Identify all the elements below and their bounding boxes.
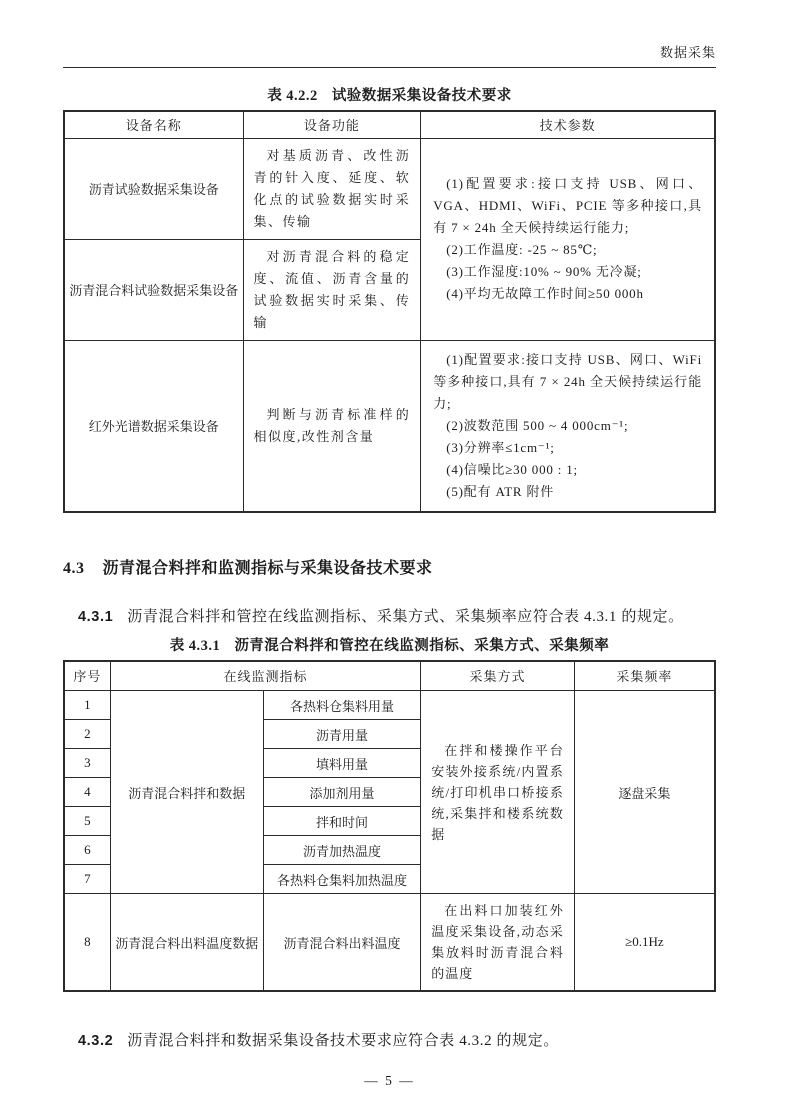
device-name-cell: 沥青试验数据采集设备 bbox=[64, 138, 243, 239]
indicator-cell: 沥青用量 bbox=[263, 720, 421, 749]
col-header-tech-params: 技术参数 bbox=[421, 111, 715, 138]
frequency-cell: ≥0.1Hz bbox=[574, 894, 715, 992]
frequency-cell: 逐盘采集 bbox=[574, 691, 715, 894]
tech-params-cell-infrared bbox=[421, 340, 715, 512]
device-function-cell: 判断与沥青标准样的相似度,改性剂含量 bbox=[243, 340, 421, 512]
indicator-cell: 各热料仓集料用量 bbox=[263, 691, 421, 720]
paragraph-4-3-2 bbox=[63, 1028, 716, 1055]
table-row bbox=[64, 894, 715, 992]
row-number-cell: 4 bbox=[64, 778, 110, 807]
row-number-cell: 6 bbox=[64, 836, 110, 865]
paragraph-text: 沥青混合料拌和数据采集设备技术要求应符合表 4.3.2 的规定。 bbox=[127, 1033, 559, 1049]
table-4-2-2 bbox=[63, 110, 716, 513]
method-cell: 在拌和楼操作平台安装外接系统/内置系统/打印机串口桥接系统,采集拌和楼系统数据 bbox=[421, 691, 575, 894]
device-name-cell: 红外光谱数据采集设备 bbox=[64, 340, 243, 512]
table-4-3-1-caption bbox=[63, 634, 716, 655]
category-cell: 沥青混合料拌和数据 bbox=[110, 691, 263, 894]
device-function-cell: 对沥青混合料的稳定度、流值、沥青含量的试验数据实时采集、传输 bbox=[243, 239, 421, 340]
param-item: (5)配有 ATR 附件 bbox=[446, 483, 555, 499]
paragraph-text: 沥青混合料拌和管控在线监测指标、采集方式、采集频率应符合表 4.3.1 的规定。 bbox=[127, 608, 684, 625]
table-4-2-2-caption-number: 表 4.2.2 bbox=[267, 88, 318, 104]
row-number-cell: 8 bbox=[64, 894, 110, 992]
param-item: (2)波数范围 500 ~ 4 000cm⁻¹; bbox=[446, 417, 629, 433]
indicator-cell: 沥青混合料出料温度 bbox=[263, 894, 421, 992]
param-item: (3)工作湿度:10% ~ 90% 无冷凝; bbox=[446, 264, 642, 279]
param-item: (3)分辨率≤1cm⁻¹; bbox=[446, 439, 555, 455]
paragraph-number: 4.3.1 bbox=[78, 608, 114, 625]
table-4-3-1-header-row bbox=[64, 661, 715, 691]
device-name-cell: 沥青混合料试验数据采集设备 bbox=[64, 239, 243, 340]
indicator-cell: 各热料仓集料加热温度 bbox=[263, 865, 421, 894]
param-item: (1)配置要求:接口支持 USB、网口、VGA、HDMI、WiFi、PCIE 等多种接口,具有 7 × 24h 全天候持续运行能力; bbox=[433, 176, 702, 235]
col-header-device-function: 设备功能 bbox=[243, 111, 421, 138]
indicator-cell: 添加剂用量 bbox=[263, 778, 421, 807]
table-4-2-2-header-row bbox=[64, 111, 715, 138]
row-number-cell: 2 bbox=[64, 720, 110, 749]
table-4-3-1-caption-number: 表 4.3.1 bbox=[169, 637, 221, 654]
param-item: (4)信噪比≥30 000 : 1; bbox=[446, 461, 578, 477]
row-number-cell: 7 bbox=[64, 865, 110, 894]
row-number-cell: 3 bbox=[64, 749, 110, 778]
device-function-cell: 对基质沥青、改性沥青的针入度、延度、软化点的试验数据实时采集、传输 bbox=[243, 138, 421, 239]
param-item: (2)工作温度: -25 ~ 85℃; bbox=[446, 242, 598, 257]
col-header-device-name: 设备名称 bbox=[64, 111, 243, 138]
col-header-serial-no: 序号 bbox=[64, 661, 110, 691]
running-header bbox=[63, 44, 716, 62]
method-cell: 在出料口加装红外温度采集设备,动态采集放料时沥青混合料的温度 bbox=[421, 894, 575, 992]
table-row bbox=[64, 138, 715, 239]
indicator-cell: 沥青加热温度 bbox=[263, 836, 421, 865]
indicator-cell: 填料用量 bbox=[263, 749, 421, 778]
table-4-3-1 bbox=[63, 660, 716, 993]
table-4-3-1-caption-title: 沥青混合料拌和管控在线监测指标、采集方式、采集频率 bbox=[234, 637, 610, 654]
indicator-cell: 拌和时间 bbox=[263, 807, 421, 836]
table-4-2-2-caption-title: 试验数据采集设备技术要求 bbox=[331, 88, 512, 104]
param-item: (1)配置要求:接口支持 USB、网口、WiFi 等多种接口,具有 7 × 24h 全天候持续运行能力; bbox=[433, 351, 702, 411]
running-header-text: 数据采集 bbox=[659, 45, 716, 60]
col-header-collection-frequency: 采集频率 bbox=[574, 661, 715, 691]
section-number: 4.3 bbox=[63, 559, 85, 577]
table-row bbox=[64, 691, 715, 720]
table-4-2-2-caption bbox=[63, 84, 716, 105]
tech-params-cell-shared bbox=[421, 138, 715, 340]
section-title: 沥青混合料拌和监测指标与采集设备技术要求 bbox=[102, 559, 433, 577]
category-cell: 沥青混合料出料温度数据 bbox=[110, 894, 263, 992]
row-number-cell: 5 bbox=[64, 807, 110, 836]
param-item: (4)平均无故障工作时间≥50 000h bbox=[446, 286, 644, 301]
page-number: — 5 — bbox=[364, 1073, 415, 1088]
row-number-cell: 1 bbox=[64, 691, 110, 720]
header-rule bbox=[63, 67, 716, 68]
section-heading-4-3 bbox=[63, 555, 716, 578]
paragraph-number: 4.3.2 bbox=[78, 1033, 114, 1049]
paragraph-4-3-1 bbox=[63, 604, 716, 631]
col-header-online-indicators: 在线监测指标 bbox=[110, 661, 421, 691]
table-row bbox=[64, 340, 715, 512]
col-header-collection-method: 采集方式 bbox=[421, 661, 575, 691]
